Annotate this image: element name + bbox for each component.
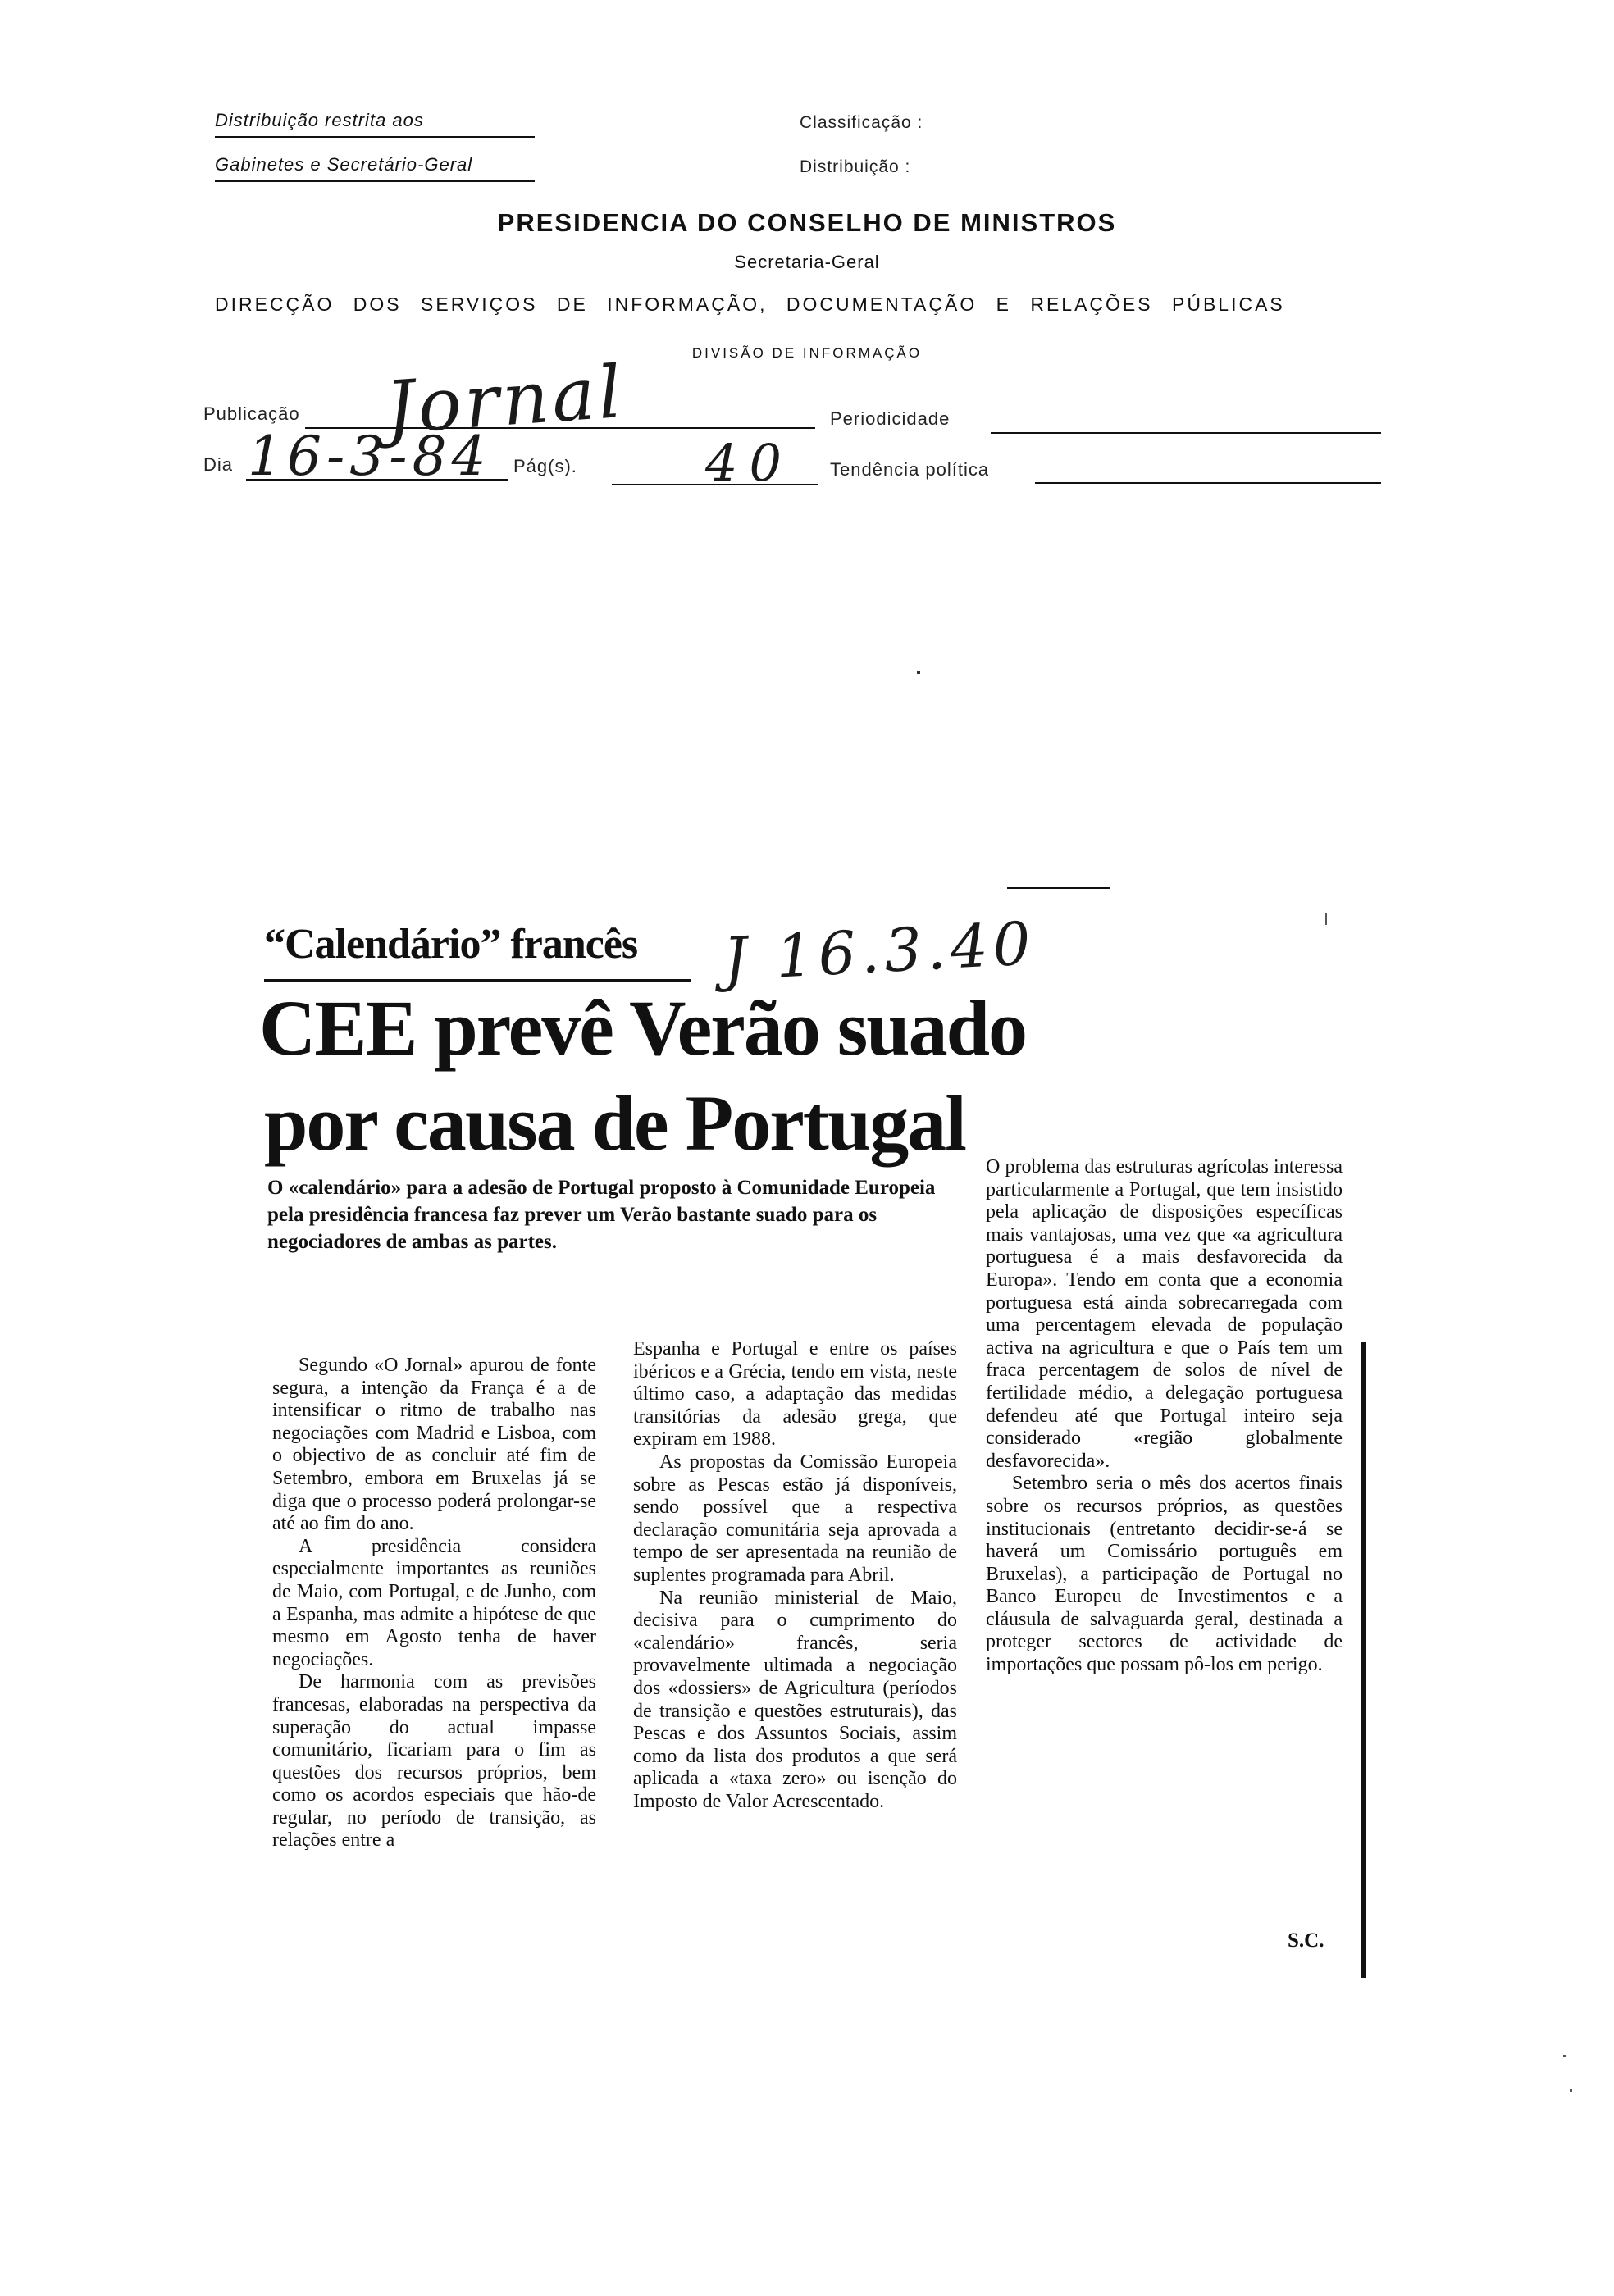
article-column-1: [272, 1355, 596, 1852]
day-handwritten-value: 16-3-84: [248, 425, 491, 488]
headline-line-1: CEE prevê Verão suado: [259, 984, 1027, 1072]
column-3-paragraph: Setembro seria o mês dos acertos finais sobre os recursos próprios, as questões institucionais (entretanto decidir-se-á se haverá um Comissário português em Bruxelas), a participação de Portugal no Banco Europeu de Investimentos e a cláusula de salvaguarda geral, destinada a proteger sectores de actividade de importações que possam pô-los em perigo.: [986, 1473, 1343, 1676]
distribution-underline-2: [215, 180, 535, 182]
pages-handwritten-value: 40: [705, 433, 793, 493]
classification-label: Classificação :: [800, 113, 923, 132]
political-tendency-underline: [1035, 482, 1381, 484]
periodicity-underline: [991, 432, 1381, 434]
publication-label: Publicação: [203, 403, 300, 424]
org-subtitle: Secretaria-Geral: [734, 252, 880, 272]
department-line: DIRECÇÃO DOS SERVIÇOS DE INFORMAÇÃO, DOCUMENTAÇÃO E RELAÇÕES PÚBLICAS: [215, 294, 1285, 315]
column-2-paragraph: Na reunião ministerial de Maio, decisiva para o cumprimento do «calendário» francês, seria provavelmente ultimada a negociação dos «dossiers» de Agricultura (períodos de transição e questões estruturais), das Pescas e dos Assuntos Sociais, assim como da lista dos produtos a que será aplicada a «taxa zero» ou isenção do Imposto de Valor Acrescentado.: [633, 1587, 957, 1812]
distribution-line-2: Gabinetes e Secretário-Geral: [215, 154, 473, 175]
article-lead: O «calendário» para a adesão de Portugal proposto à Comunidade Europeia pela presidência francesa faz prever um Verão bastante suado para os negociadores de ambas as partes.: [267, 1177, 936, 1253]
clipping-top-rule: [1007, 887, 1110, 889]
pages-label: Pág(s).: [513, 456, 577, 476]
political-tendency-label: Tendência política: [830, 459, 990, 480]
article-column-3: [986, 1156, 1343, 1677]
publication-handwritten-value: Jornal: [382, 348, 627, 451]
column-1-paragraph: De harmonia com as previsões francesas, elaboradas na perspectiva da superação do actual impasse comunitário, ficariam para o fim as questões dos recursos próprios, bem como os acordos especiais que hão-de regular, no período de transição, as relações entre a: [272, 1671, 596, 1852]
column-1-paragraph: Segundo «O Jornal» apurou de fonte segura, a intenção da França é a de intensificar o ritmo de trabalho nas negociações com Madrid e Lisboa, com o objectivo de as concluir até fim de Setembro, embora em Bruxelas já se diga que o processo poderá prolongar-se até ao fim do ano.: [272, 1355, 596, 1535]
column-2-paragraph: Espanha e Portugal e entre os países ibéricos e a Grécia, tendo em vista, neste último caso, a adaptação das medidas transitórias da adesão grega, que expiram em 1988.: [633, 1338, 957, 1451]
article-kicker: “Calendário” francês: [264, 921, 638, 968]
column-side-bar: [1361, 1342, 1366, 1978]
scan-speck: [1325, 913, 1327, 925]
column-1-paragraph: A presidência considera especialmente importantes as reuniões de Maio, com Portugal, e de Junho, com a Espanha, mas admite a hipótese de que mesmo em Agosto tenha de haver negociações.: [272, 1535, 596, 1670]
headline-line-2: por causa de Portugal: [264, 1079, 965, 1167]
article-column-2: [633, 1338, 957, 1813]
distribution-label: Distribuição :: [800, 157, 911, 176]
handwritten-reference: J 16.3.40: [722, 909, 1037, 994]
org-title: PRESIDENCIA DO CONSELHO DE MINISTROS: [497, 208, 1117, 237]
scan-speck: [917, 671, 920, 674]
periodicity-label: Periodicidade: [830, 408, 951, 429]
scan-speck: [1570, 2089, 1572, 2092]
distribution-line-1: Distribuição restrita aos: [215, 110, 424, 130]
column-3-paragraph: O problema das estruturas agrícolas interessa particularmente a Portugal, que tem insistido pela aplicação de disposições específicas mais vantajosas, uma vez que «a agricultura portuguesa é a mais desfavorecida da Europa». Tendo em conta que a economia portuguesa está ainda sobrecarregada com uma percentagem elevada de população activa na agricultura e que o País tem um fraca percentagem de solos de nível de fertilidade médio, a delegação portuguesa defendeu até que Portugal inteiro seja considerado «região globalmente desfavorecida».: [986, 1156, 1343, 1472]
column-2-paragraph: As propostas da Comissão Europeia sobre as Pescas estão já disponíveis, sendo possível que a respectiva declaração comunitária seja aprovada a tempo de ser apresentada na reunião de suplentes programada para Abril.: [633, 1451, 957, 1586]
article-signature: S.C.: [1288, 1929, 1324, 1952]
day-label: Dia: [203, 454, 234, 475]
division-line: DIVISÃO DE INFORMAÇÃO: [691, 345, 923, 361]
scan-speck: [1563, 2055, 1566, 2057]
distribution-underline-1: [215, 136, 535, 138]
